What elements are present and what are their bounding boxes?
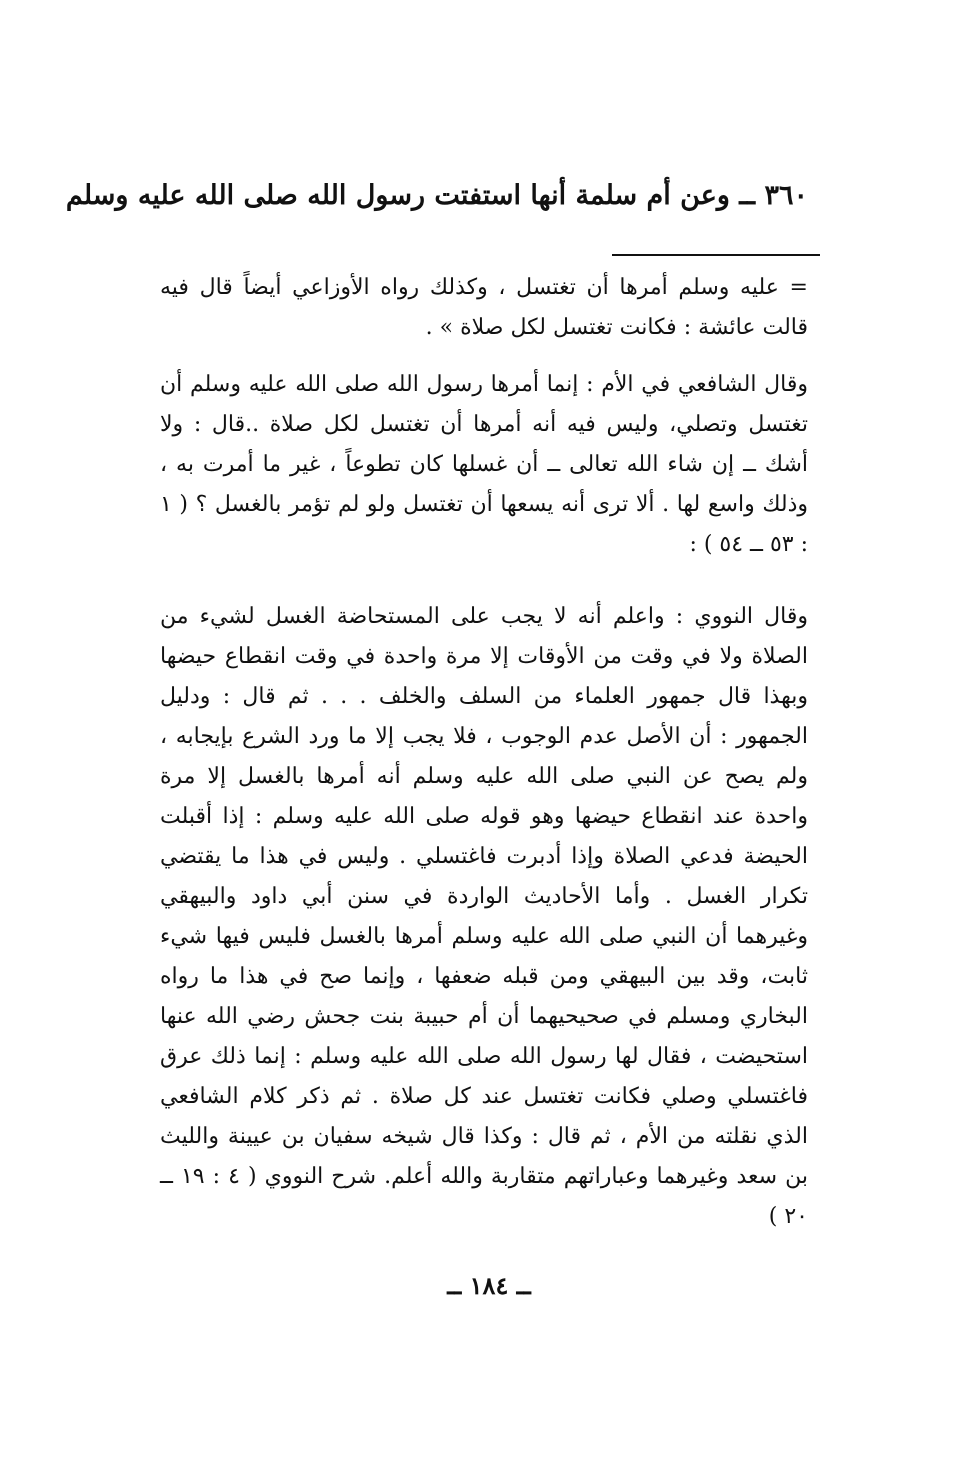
footnote-continuation: = عليه وسلم أمرها أن تغتسل ، وكذلك رواه الأوزاعي أيضاً قال فيه قالت عائشة : فكانت تغتسل لكل صلاة » . (160, 275, 808, 340)
footnote-separator (612, 254, 820, 256)
page-number: ــ ١٨٤ ــ (447, 1271, 531, 1300)
hadith-heading: ٣٦٠ ــ وعن أم سلمة أنها استفتت رسول الله صلى الله عليه وسلم (65, 180, 808, 211)
footnote-nawawi: وقال النووي : واعلم أنه لا يجب على المستحاضة الغسل لشيء من الصلاة ولا في وقت من الأوقات إلا مرة واحدة في وقت انقطاع حيضها وبهذا قال جمهور العلماء من السلف والخلف . . . ثم قال : ودليل الجمهور : أن الأصل عدم الوجوب ، فلا يجب إلا ما ورد الشرع بإيجابه ، ولم يصح عن النبي صلى الله عليه وسلم أنه أمرها بالغسل إلا مرة واحدة عند انقطاع حيضها وهو قوله صلى الله عليه وسلم : إذا أقبلت الحيضة فدعي الصلاة وإذا أدبرت فاغتسلي . وليس في هذا ما يقتضي تكرار الغسل . وأما الأحاديث الواردة في سنن أبي داود والبيهقي وغيرهما أن النبي صلى الله عليه وسلم أمرها بالغسل فليس فيها شيء ثابت، وقد بين البيهقي ومن قبله ضعفها ، وإنما صح في هذا ما رواه البخاري ومسلم في صحيحيهما أن أم حبيبة بنت جحش رضي الله عنها استحيضت ، فقال لها رسول الله صلى الله عليه وسلم : إنما ذلك عرق فاغتسلي وصلي فكانت تغتسل عند كل صلاة . ثم ذكر كلام الشافعي الذي نقلته من الأم ، ثم قال : وكذا قال شيخه سفيان بن عيينة والليث بن سعد وغيرهما وعباراتهم متقاربة والله أعلم. شرح النووي ( ٤ : ١٩ ــ ٢٠ ) (160, 604, 808, 1229)
footnote-shafii: وقال الشافعي في الأم : إنما أمرها رسول الله صلى الله عليه وسلم أن تغتسل وتصلي، وليس فيه أنه أمرها أن تغتسل لكل صلاة ..قال : ولا أشك ــ إن شاء الله تعالى ــ أن غسلها كان تطوعاً ، غير ما أمرت به ، وذلك واسع لها . ألا ترى أنه يسعها أن تغتسل ولو لم تؤمر بالغسل ؟ ( ١ : ٥٣ ــ ٥٤ ) : (160, 372, 808, 557)
